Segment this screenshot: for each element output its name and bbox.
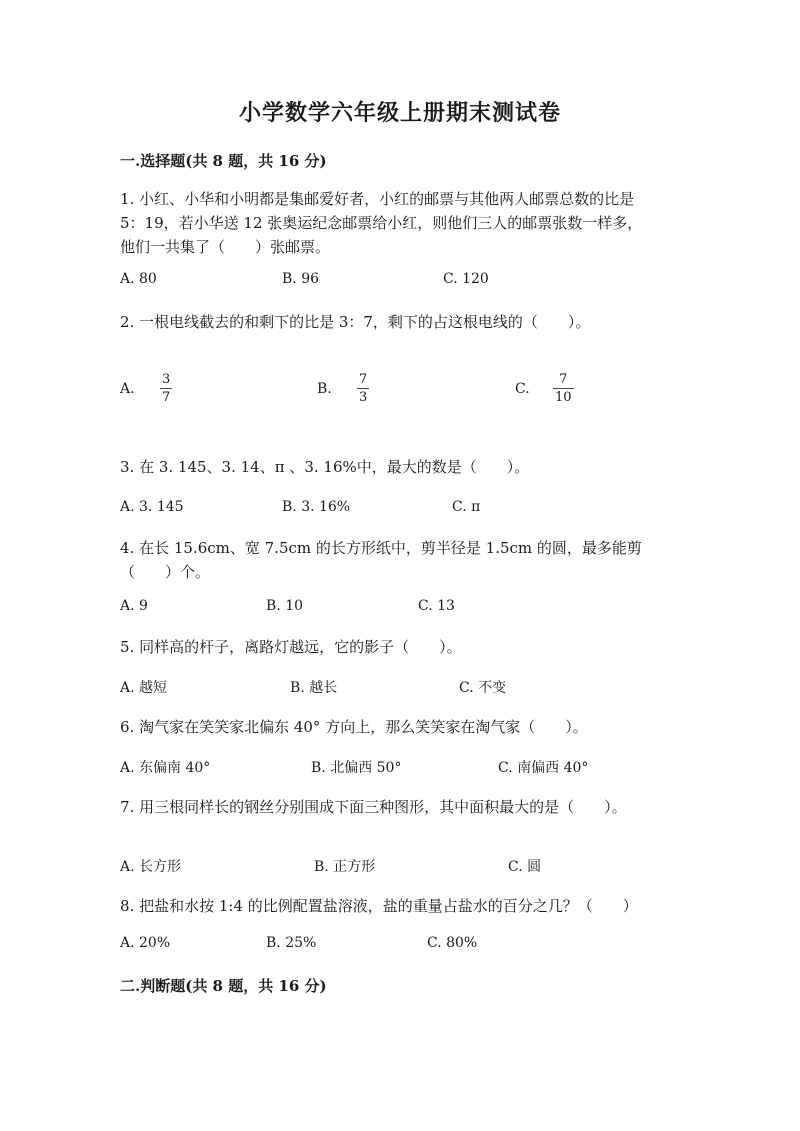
q1-option-a[interactable]: A. 80 <box>120 271 157 287</box>
q5-option-a[interactable]: A. 越短 <box>120 680 168 696</box>
q2-option-b-fraction <box>357 372 369 405</box>
question-1-line-1: 1. 小红、小华和小明都是集邮爱好者，小红的邮票与其他两人邮票总数的比是 <box>120 190 635 208</box>
fraction-denominator: 3 <box>359 390 368 405</box>
question-4 <box>120 536 680 584</box>
q2-option-a-fraction <box>160 372 172 405</box>
q8-option-a[interactable]: A. 20% <box>120 935 171 951</box>
question-5: 5. 同样高的杆子，离路灯越远，它的影子（ ）。 <box>120 638 462 656</box>
q6-option-a[interactable]: A. 东偏南 40° <box>120 760 211 776</box>
fraction-bar <box>160 388 172 389</box>
section-heading-judgement: 二.判断题(共 8 题，共 16 分) <box>120 977 327 995</box>
q4-option-c[interactable]: C. 13 <box>418 598 455 614</box>
page-title: 小学数学六年级上册期末测试卷 <box>238 100 561 126</box>
question-2: 2. 一根电线截去的和剩下的比是 3：7，剩下的占这根电线的（ ）。 <box>120 313 591 331</box>
q2-option-a[interactable]: A. <box>120 381 135 397</box>
section-heading-choice: 一.选择题(共 8 题，共 16 分) <box>120 152 327 170</box>
q5-option-c[interactable]: C. 不变 <box>459 680 507 696</box>
q8-option-b[interactable]: B. 25% <box>266 935 317 951</box>
q2-option-c[interactable]: C. <box>515 381 530 397</box>
question-3: 3. 在 3. 145、3. 14、π 、3. 16%中，最大的数是（ ）。 <box>120 458 530 476</box>
q1-option-b[interactable]: B. 96 <box>282 271 320 287</box>
q5-option-b[interactable]: B. 越长 <box>290 680 338 696</box>
fraction-numerator: 7 <box>359 372 368 387</box>
q3-option-a[interactable]: A. 3. 145 <box>120 499 184 515</box>
question-4-line-1: 4. 在长 15.6cm、宽 7.5cm 的长方形纸中，剪半径是 1.5cm 的圆，最多能剪 <box>120 539 642 557</box>
q7-option-b[interactable]: B. 正方形 <box>314 859 376 875</box>
question-4-line-2: （ ）个。 <box>120 563 211 581</box>
q6-option-b[interactable]: B. 北偏西 50° <box>311 760 402 776</box>
q6-option-c[interactable]: C. 南偏西 40° <box>498 760 589 776</box>
question-1-line-2: 5：19，若小华送 12 张奥运纪念邮票给小红，则他们三人的邮票张数一样多， <box>120 214 643 232</box>
fraction-bar <box>553 388 574 389</box>
q4-option-b[interactable]: B. 10 <box>266 598 304 614</box>
q3-option-c[interactable]: C. π <box>452 499 481 515</box>
q7-option-c[interactable]: C. 圆 <box>508 859 542 875</box>
question-7: 7. 用三根同样长的钢丝分别围成下面三种图形，其中面积最大的是（ ）。 <box>120 798 627 816</box>
fraction-bar <box>357 388 369 389</box>
question-6: 6. 淘气家在笑笑家北偏东 40° 方向上，那么笑笑家在淘气家（ ）。 <box>120 718 588 736</box>
q1-option-c[interactable]: C. 120 <box>443 271 489 287</box>
fraction-denominator: 7 <box>162 390 171 405</box>
question-1 <box>120 187 680 259</box>
question-1-line-3: 他们一共集了（ ）张邮票。 <box>120 238 331 256</box>
q8-option-c[interactable]: C. 80% <box>427 935 478 951</box>
q3-option-b[interactable]: B. 3. 16% <box>282 499 351 515</box>
fraction-numerator: 3 <box>162 372 171 387</box>
q2-option-b[interactable]: B. <box>317 381 332 397</box>
fraction-denominator: 10 <box>555 390 572 405</box>
q7-option-a[interactable]: A. 长方形 <box>120 859 182 875</box>
question-8: 8. 把盐和水按 1:4 的比例配置盐溶液，盐的重量占盐水的百分之几？（ ） <box>120 897 638 915</box>
q4-option-a[interactable]: A. 9 <box>120 598 148 614</box>
q2-option-c-fraction <box>553 372 574 405</box>
fraction-numerator: 7 <box>559 372 568 387</box>
